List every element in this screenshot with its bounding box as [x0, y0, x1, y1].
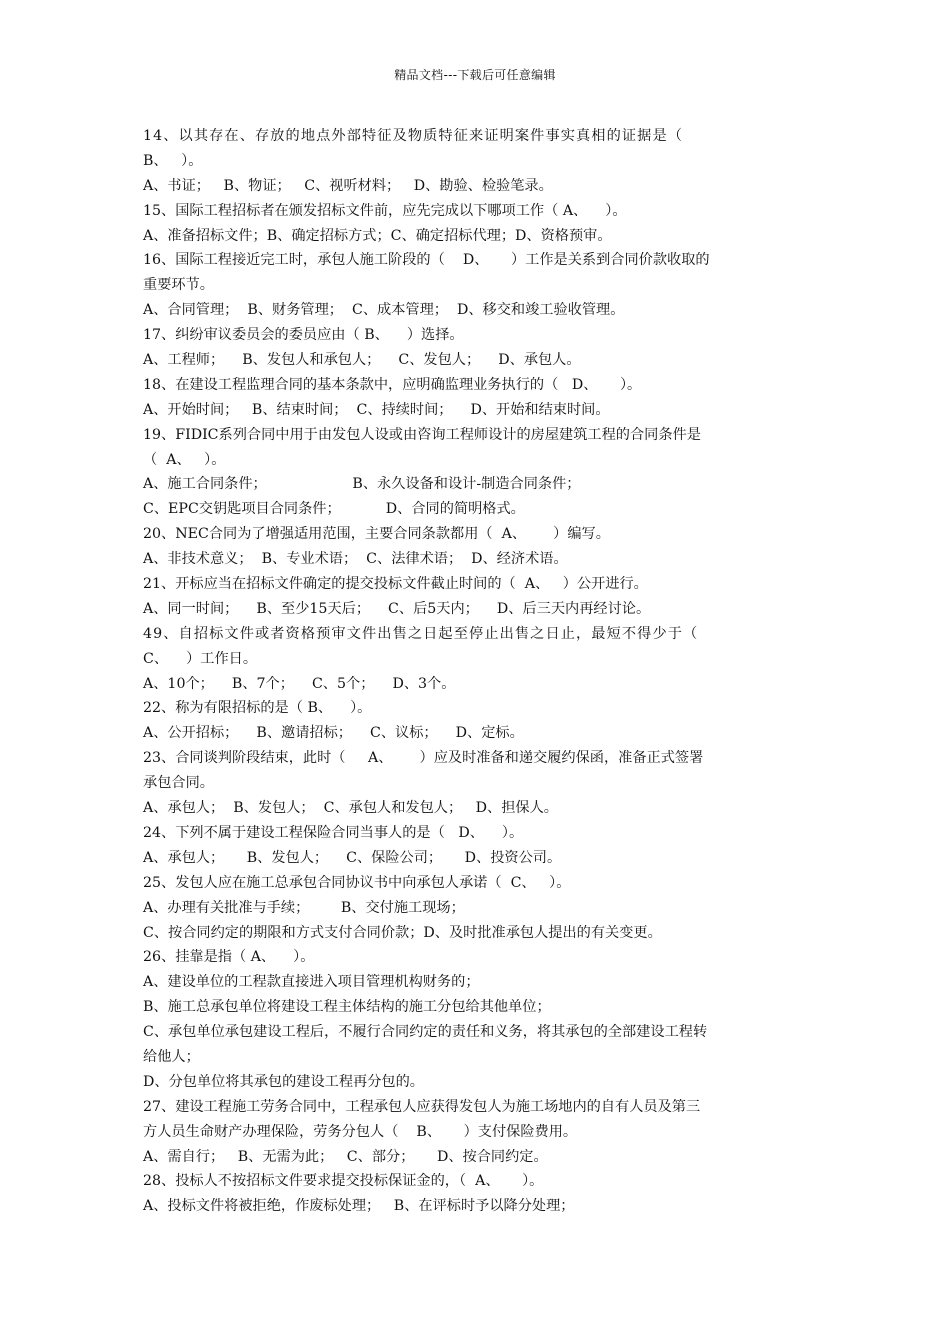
question-line: 方人员生命财产办理保险，劳务分包人（ B、 ）支付保险费用。 — [143, 1123, 578, 1140]
options-line: A、公开招标； B、邀请招标； C、议标； D、定标。 — [143, 725, 524, 742]
options-line: A、承包人； B、发包人； C、承包人和发包人； D、担保人。 — [143, 800, 558, 817]
question-line: 15、国际工程招标者在颁发招标文件前，应先完成以下哪项工作（ A、 ）。 — [143, 202, 627, 219]
options-line: 给他人； — [143, 1048, 200, 1065]
options-line: C、承包单位承包建设工程后，不履行合同约定的责任和义务，将其承包的全部建设工程转 — [143, 1024, 708, 1041]
question-line: 26、挂靠是指（ A、 ）。 — [143, 949, 315, 966]
options-line: A、需自行； B、无需为此； C、部分； D、按合同约定。 — [143, 1148, 548, 1165]
question-line: 23、合同谈判阶段结束，此时（ A、 ）应及时准备和递交履约保函，准备正式签署 — [143, 750, 704, 767]
document-body — [143, 124, 808, 1219]
options-line: A、办理有关批准与手续； B、交付施工现场； — [143, 899, 465, 916]
question-line: （ A、 ）。 — [143, 451, 226, 468]
question-line: 25、发包人应在施工总承包合同协议书中向承包人承诺（ C、 ）。 — [143, 874, 571, 891]
question-line: 49、自招标文件或者资格预审文件出售之日起至停止出售之日止，最短不得少于（ — [143, 625, 699, 642]
question-line: 17、纠纷审议委员会的委员应由（ B、 ）选择。 — [143, 327, 464, 344]
question-line: 28、投标人不按招标文件要求提交投标保证金的，（ A、 ）。 — [143, 1173, 544, 1190]
options-line: A、10个； B、7个； C、5个； D、3个。 — [143, 675, 456, 692]
question-line: 16、国际工程接近完工时，承包人施工阶段的（ D、 ）工作是关系到合同价款收取的 — [143, 252, 710, 269]
question-line: 24、下列不属于建设工程保险合同当事人的是（ D、 ）。 — [143, 824, 524, 841]
question-line: 14、以其存在、存放的地点外部特征及物质特征来证明案件事实真相的证据是（ — [143, 128, 684, 144]
options-line: A、开始时间； B、结束时间； C、持续时间； D、开始和结束时间。 — [143, 401, 610, 418]
question-line: B、 ）。 — [143, 152, 203, 169]
question-line: 18、在建设工程监理合同的基本条款中，应明确监理业务执行的（ D、 ）。 — [143, 376, 642, 393]
question-line: 20、NEC合同为了增强适用范围，主要合同条款都用（ A、 ）编写。 — [143, 526, 610, 543]
options-line: B、施工总承包单位将建设工程主体结构的施工分包给其他单位； — [143, 999, 551, 1016]
page-header: 精品文档---下载后可任意编辑 — [394, 68, 556, 82]
options-line: A、准备招标文件；B、确定招标方式；C、确定招标代理；D、资格预审。 — [143, 227, 612, 244]
question-line: C、 ）工作日。 — [143, 650, 258, 667]
question-line: 27、建设工程施工劳务合同中，工程承包人应获得发包人为施工场地内的自有人员及第三 — [143, 1098, 701, 1115]
question-line: 重要环节。 — [143, 277, 214, 294]
options-line: C、按合同约定的期限和方式支付合同价款；D、及时批准承包人提出的有关变更。 — [143, 924, 662, 941]
options-line: A、非技术意义； B、专业术语； C、法律术语； D、经济术语。 — [143, 551, 568, 568]
question-line: 21、开标应当在招标文件确定的提交投标文件截止时间的（ A、 ）公开进行。 — [143, 576, 648, 593]
options-line: A、建设单位的工程款直接进入项目管理机构财务的； — [143, 974, 480, 991]
options-line: A、工程师； B、发包人和承包人； C、发包人； D、承包人。 — [143, 352, 581, 369]
options-line: A、投标文件将被拒绝，作废标处理； B、在评标时予以降分处理； — [143, 1198, 575, 1215]
options-line: A、书证； B、物证； C、视听材料； D、勘验、检验笔录。 — [143, 177, 553, 194]
question-line: 22、称为有限招标的是（ B、 ）。 — [143, 700, 372, 717]
options-line: A、同一时间； B、至少15天后； C、后5天内； D、后三天内再经讨论。 — [143, 600, 651, 617]
options-line: D、分包单位将其承包的建设工程再分包的。 — [143, 1073, 424, 1090]
options-line: A、施工合同条件； B、永久设备和设计-制造合同条件； — [143, 476, 581, 493]
options-line: A、合同管理； B、财务管理； C、成本管理； D、移交和竣工验收管理。 — [143, 302, 625, 319]
options-line: A、承包人； B、发包人； C、保险公司； D、投资公司。 — [143, 849, 562, 866]
question-line: 19、FIDIC系列合同中用于由发包人设或由咨询工程师设计的房屋建筑工程的合同条件是 — [143, 426, 701, 443]
question-line: 承包合同。 — [143, 775, 214, 792]
options-line: C、EPC交钥匙项目合同条件； D、合同的简明格式。 — [143, 501, 525, 518]
